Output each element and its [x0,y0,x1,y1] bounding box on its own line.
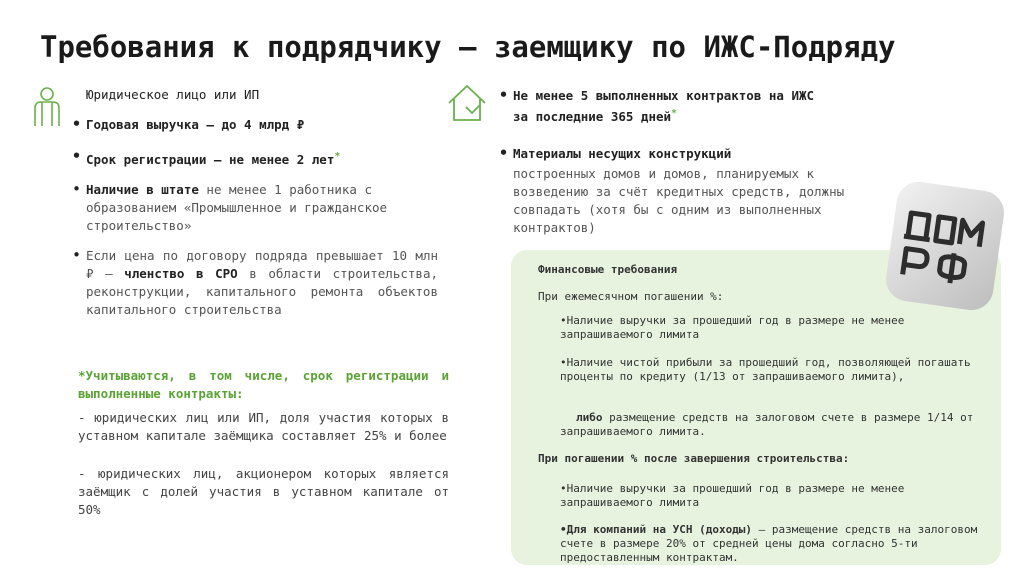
note-heading: *Учитываются, в том числе, срок регистрации и выполненные контракты: [78,368,449,401]
list-item: • Годовая выручка – до 4 млрд ₽ [72,115,305,133]
panel-item: •Наличие выручки за прошедший год в размере не менее запрашиваемого лимита [560,314,905,341]
page-title: Требования к подрядчику – заемщику по ИЖС-Подряду [40,30,896,64]
list-item-text: построенных домов и домов, планируемых к возведению за счёт кредитных средств, должны совпадать (хотя бы с одним из выполненных контрактов) [513,166,845,235]
panel-title: Финансовые требования [538,263,678,276]
panel-item: •Наличие чистой прибыли за прошедший год, позволяющей погашать проценты по кредиту (1/13 от запрашиваемого лимита), [560,356,971,383]
list-item: Юридическое лицо или ИП [86,87,260,102]
list-item: • Срок регистрации – не менее 2 лет* [72,147,341,168]
list-item: • Не менее 5 выполненных контрактов на ИЖС за последние 365 дней* [499,86,815,125]
note-line: - юридических лиц, акционером которых является заёмщик с долей участия в уставном капитале от 50% [78,466,449,517]
house-icon [446,83,488,123]
panel-subtitle: При погашении % после завершения строительства: [538,452,850,465]
list-item: • Материалы несущих конструкций [499,144,732,162]
list-item: • Если цена по договору подряда превышает 10 млн ₽ – членство в СРО в области строительства, реконструкции, капитального ремонта объектов капитального строительства [72,246,438,317]
list-item: • Наличие в штате не менее 1 работника с образованием «Промышленное и гражданское строительство» [72,180,388,233]
person-icon [30,86,64,128]
panel-item: либо размещение средств на залоговом счете в размере 1/14 от запрашиваемого лимита. [560,411,974,438]
panel-item: •Наличие выручки за прошедший год в размере не менее запрашиваемого лимита [560,482,905,509]
note-line: - юридических лиц или ИП, доля участия которых в уставном капитале заёмщика составляет 25% и более [78,410,449,443]
panel-subtitle: При ежемесячном погашении %: [538,290,724,303]
panel-item: •Для компаний на УСН (доходы) – размещение средств на залоговом счете в размере 20% от средней цены дома согласно 5-ти предоставленным контрактам. [560,523,978,564]
dom-rf-logo [885,182,1005,312]
